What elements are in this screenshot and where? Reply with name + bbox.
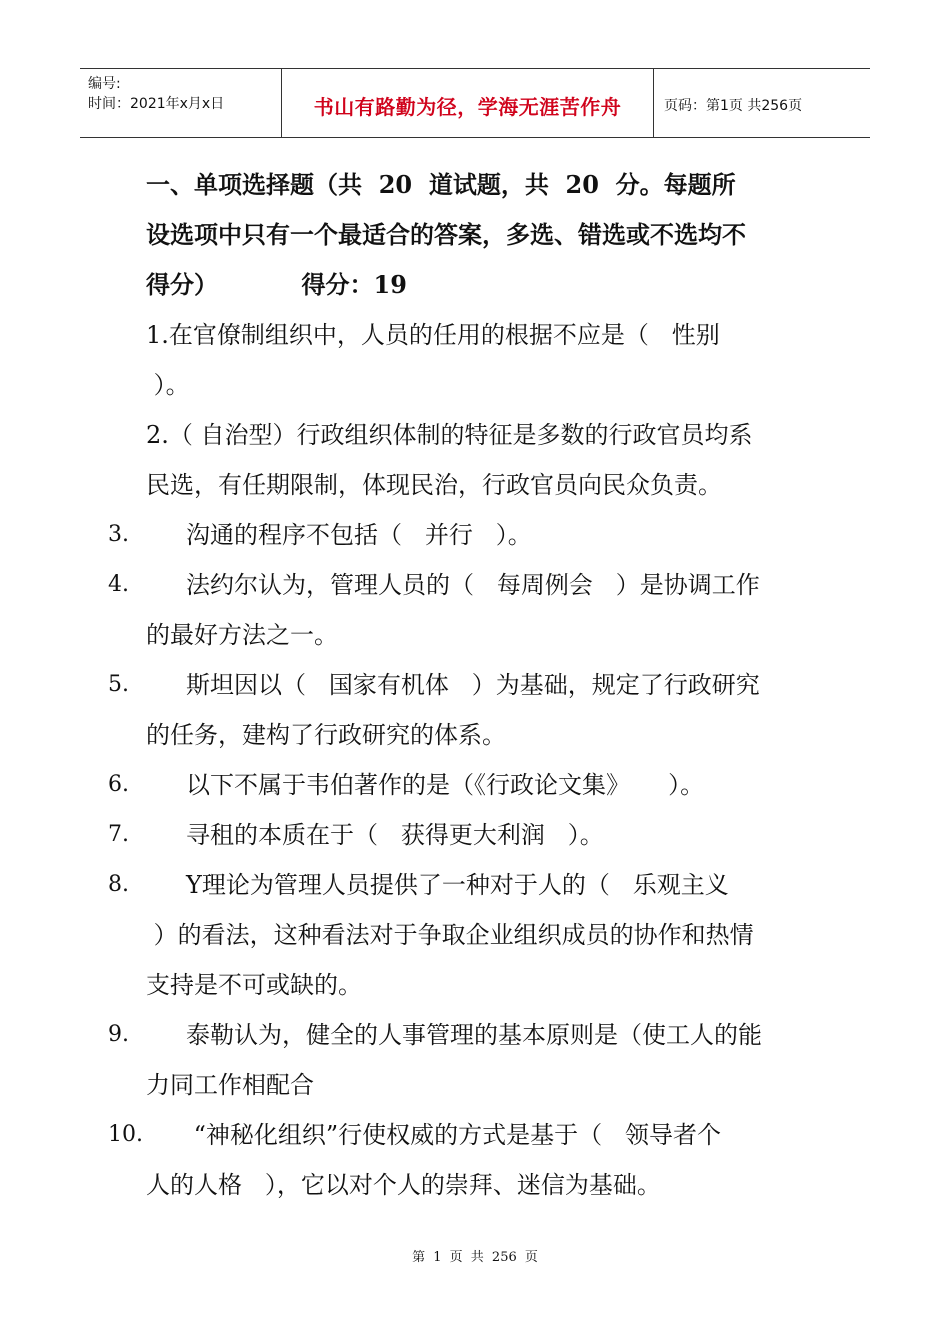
header-right-cell: [654, 69, 870, 137]
question-10-line-1: “神秘化组织”行使权威的方式是基于（ 领导者个: [186, 1121, 722, 1149]
question-6-number: 6.: [108, 772, 129, 797]
question-4-line-2: 的最好方法之一。: [146, 621, 338, 649]
section-title-line-1: 一、单项选择题（共 20 道试题，共 20 分。每题所: [146, 170, 736, 199]
question-9-line-2: 力同工作相配合: [146, 1071, 314, 1099]
question-10-number: 10.: [108, 1122, 143, 1147]
question-3-number: 3.: [108, 522, 129, 547]
question-4-number: 4.: [108, 572, 129, 597]
question-7-number: 7.: [108, 822, 129, 847]
page-header: [80, 68, 870, 138]
section-title-line-3: 得分） 得分：19: [146, 270, 407, 299]
question-8-line-3: 支持是不可或缺的。: [146, 971, 362, 999]
question-10-line-2: 人的人格 ），它以对个人的崇拜、迷信为基础。: [146, 1171, 661, 1199]
question-2-line-1: 2.（ 自治型）行政组织体制的特征是多数的行政官员均系: [146, 421, 753, 449]
question-9-number: 9.: [108, 1022, 129, 1047]
question-6-line-1: 以下不属于韦伯著作的是（《行政论文集》 ）。: [186, 771, 705, 799]
question-3-line-1: 沟通的程序不包括（ 并行 ）。: [186, 521, 532, 549]
header-motto: 书山有路勤为径，学海无涯苦作舟: [313, 94, 622, 119]
document-time-label: 时间：2021年x月x日: [88, 96, 225, 112]
question-1-line-2: ）。: [146, 371, 190, 399]
page-footer: 第 1 页 共 256 页: [412, 1250, 538, 1265]
header-middle-cell: [282, 69, 654, 137]
question-2-line-2: 民选，有任期限制，体现民治，行政官员向民众负责。: [146, 471, 722, 499]
document-number-label: 编号:: [88, 76, 121, 92]
question-5-line-1: 斯坦因以（ 国家有机体 ）为基础，规定了行政研究: [186, 671, 760, 699]
question-8-number: 8.: [108, 872, 129, 897]
question-5-number: 5.: [108, 672, 129, 697]
question-1-line-1: 1.在官僚制组织中，人员的任用的根据不应是（ 性别: [146, 321, 720, 349]
question-4-line-1: 法约尔认为，管理人员的（ 每周例会 ）是协调工作: [186, 571, 760, 599]
header-page-info: 页码：第1页 共256页: [664, 98, 803, 114]
question-9-line-1: 泰勒认为，健全的人事管理的基本原则是（使工人的能: [186, 1021, 762, 1049]
question-7-line-1: 寻租的本质在于（ 获得更大利润 ）。: [186, 821, 604, 849]
question-8-line-2: ）的看法，这种看法对于争取企业组织成员的协作和热情: [146, 921, 754, 949]
header-left-cell: [80, 69, 282, 137]
question-5-line-2: 的任务，建构了行政研究的体系。: [146, 721, 506, 749]
section-title-line-2: 设选项中只有一个最适合的答案，多选、错选或不选均不: [146, 220, 746, 249]
question-8-line-1: Y理论为管理人员提供了一种对于人的（ 乐观主义: [186, 871, 729, 899]
